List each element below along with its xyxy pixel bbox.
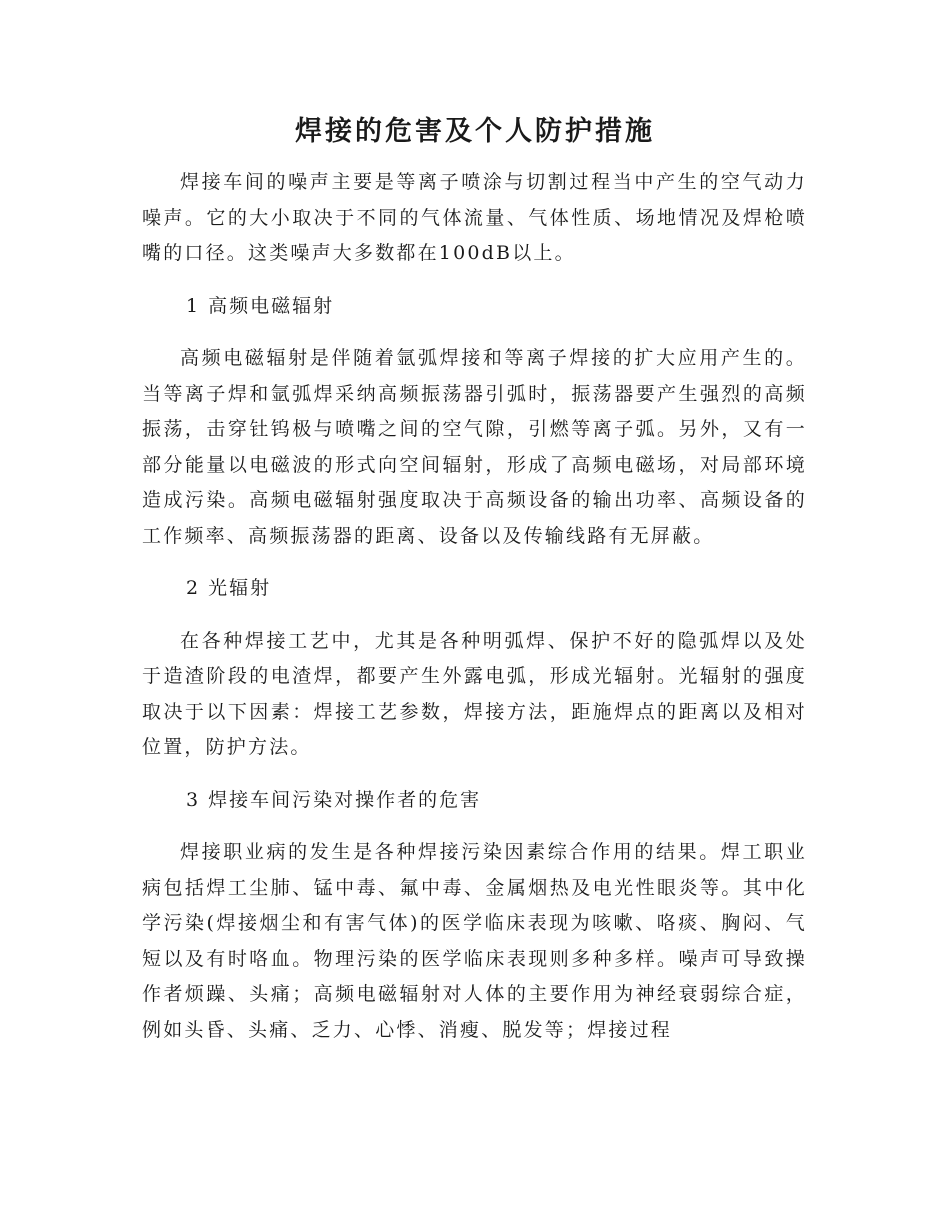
- document-title: 焊接的危害及个人防护措施: [295, 116, 655, 147]
- section-heading-2: 2 光辐射: [186, 577, 272, 599]
- section-paragraph-2: 在各种焊接工艺中，尤其是各种明弧焊、保护不好的隐弧焊以及处于造渣阶段的电渣焊，都要产生外露电弧，形成光辐射。光辐射的强度取决于以下因素：焊接工艺参数，焊接方法，距施焊点的距离以及相对位置，防护方法。: [142, 629, 807, 758]
- section-paragraph-3: 焊接职业病的发生是各种焊接污染因素综合作用的结果。焊工职业病包括焊工尘肺、锰中毒、氟中毒、金属烟热及电光性眼炎等。其中化学污染(焊接烟尘和有害气体)的医学临床表现为咳嗽、咯痰、胸闷、气短以及有时咯血。物理污染的医学临床表现则多种多样。噪声可导致操作者烦躁、头痛；高频电磁辐射对人体的主要作用为神经衰弱综合症，例如头昏、头痛、乏力、心悸、消瘦、脱发等；焊接过程: [142, 841, 807, 1041]
- section-heading-1: 1 高频电磁辐射: [186, 294, 335, 317]
- document-body: [142, 165, 807, 1048]
- section-heading-3: 3 焊接车间污染对操作者的危害: [186, 788, 482, 811]
- section-paragraph-1: 高频电磁辐射是伴随着氩弧焊接和等离子焊接的扩大应用产生的。当等离子焊和氩弧焊采纳高频振荡器引弧时，振荡器要产生强烈的高频振荡，击穿钍钨极与喷嘴之间的空气隙，引燃等离子弧。另外，又有一部分能量以电磁波的形式向空间辐射，形成了高频电磁场，对局部环境造成污染。高频电磁辐射强度取决于高频设备的输出功率、高频设备的工作频率、高频振荡器的距离、设备以及传输线路有无屏蔽。: [142, 347, 807, 547]
- intro-paragraph: 焊接车间的噪声主要是等离子喷涂与切割过程当中产生的空气动力噪声。它的大小取决于不同的气体流量、气体性质、场地情况及焊枪喷嘴的口径。这类噪声大多数都在100dB以上。: [142, 171, 807, 264]
